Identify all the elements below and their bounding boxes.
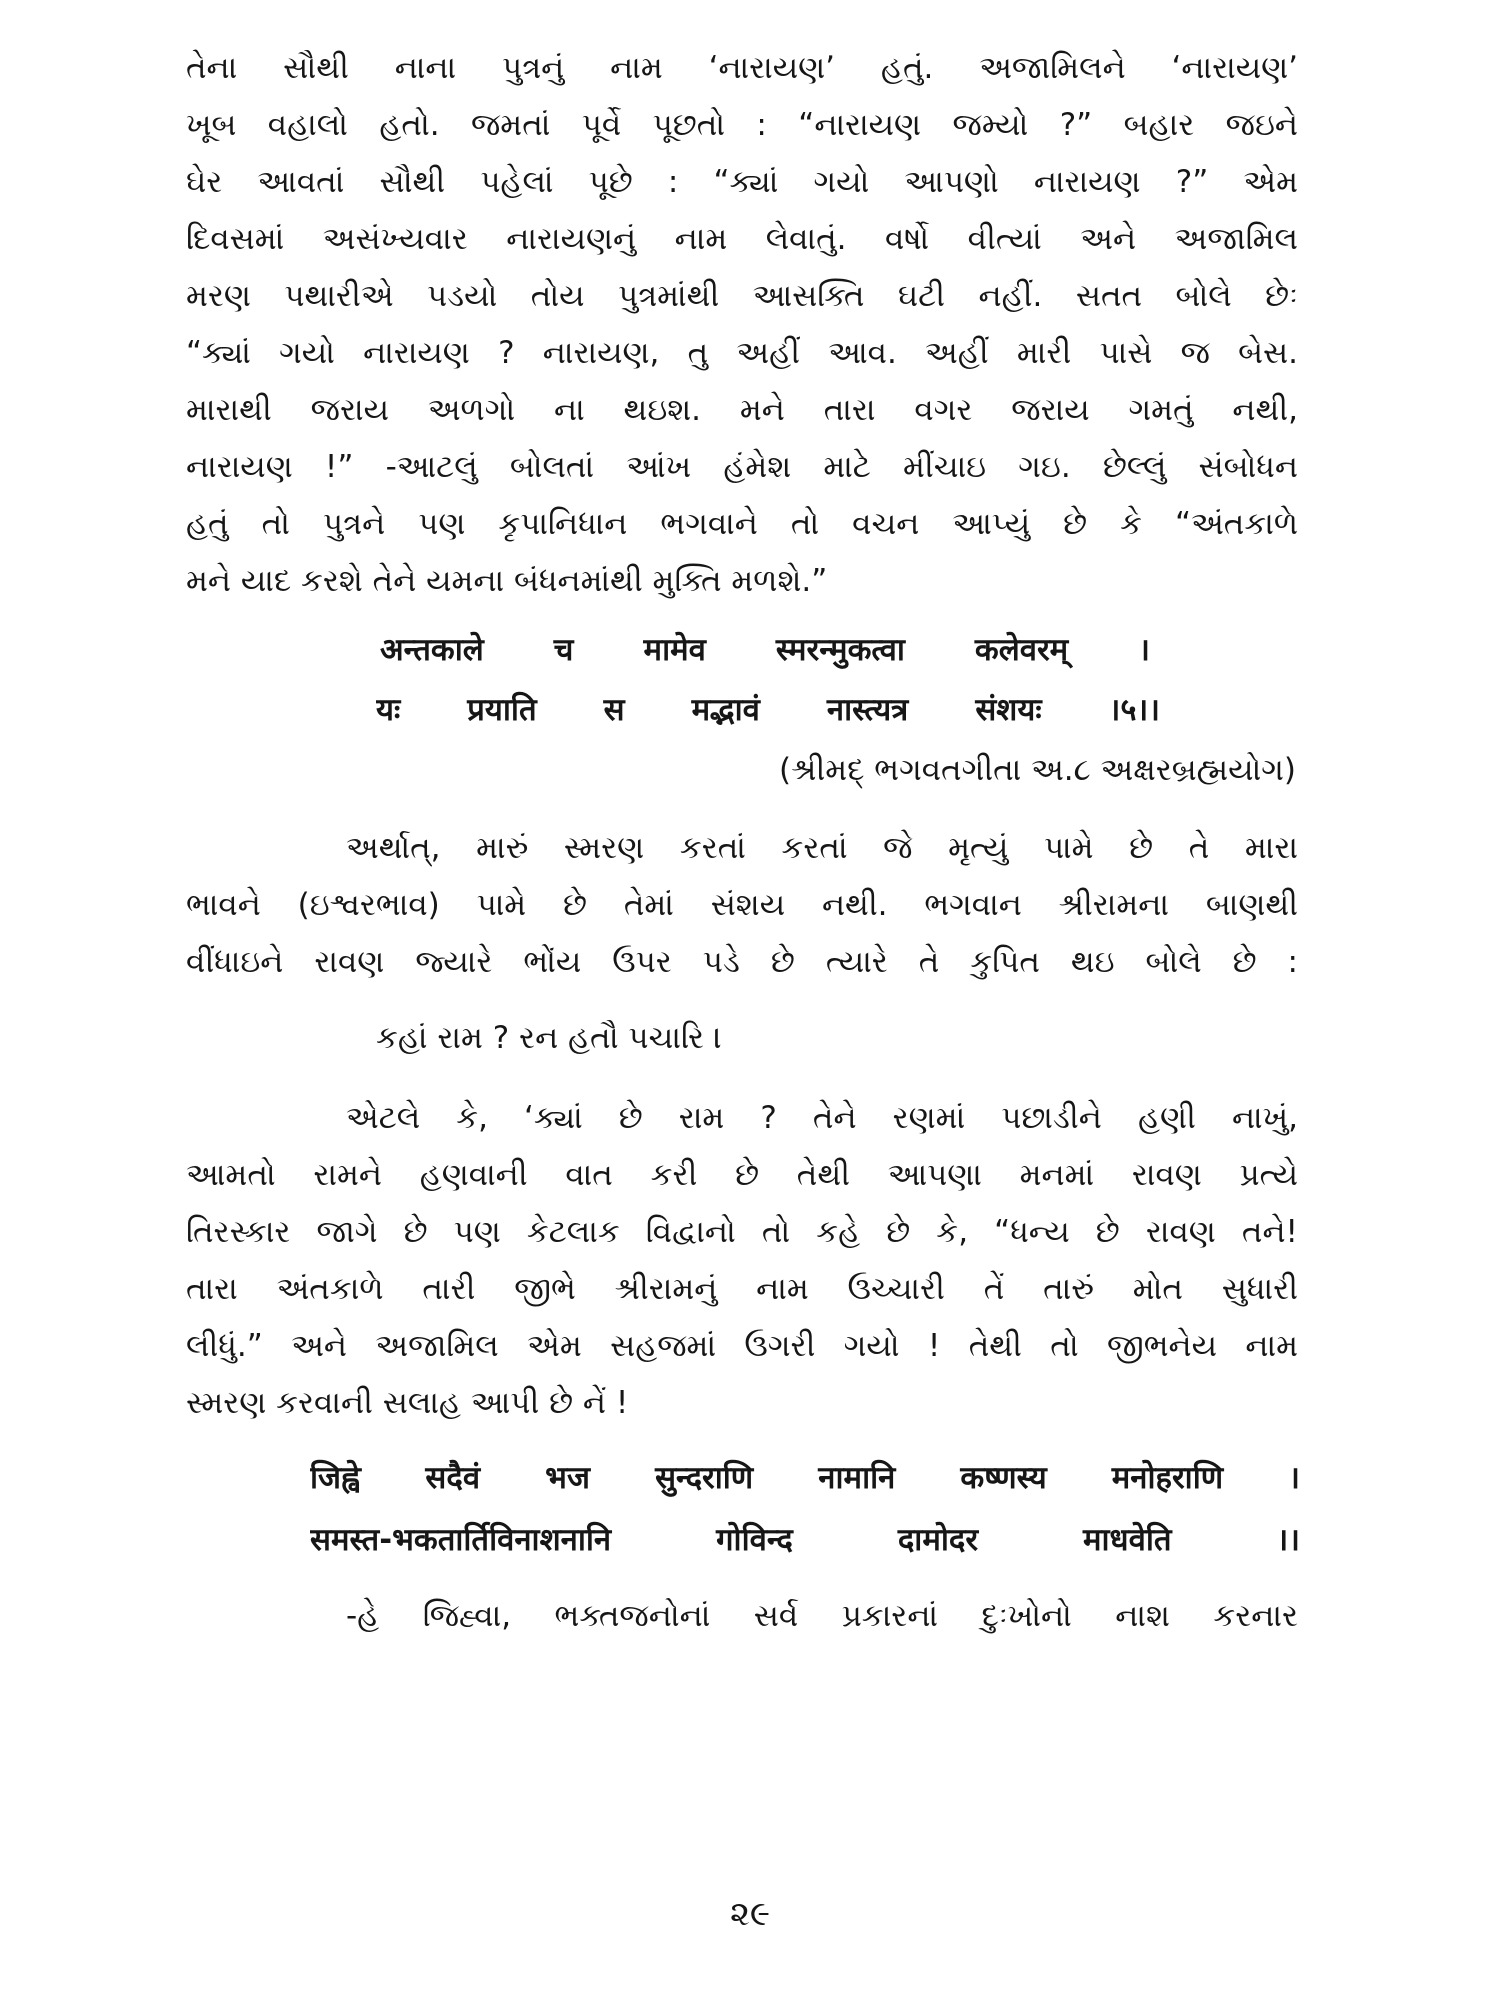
sanskrit-verse-line: यः प्रयाति स मद्भावं नास्त्यत्र संशयः ।५।। xyxy=(376,692,1160,728)
sanskrit-verse-line: समस्त-भकतार्तिविनाशनानि गोविन्द दामोदर माधवेति ।। xyxy=(310,1522,1300,1558)
text-line: દિવસમાં અસંખ્યવાર નારાયણનું નામ લેવાતું. વર્ષો વીત્યાં અને અજામિલ xyxy=(186,221,1298,257)
page-number: ૨૯ xyxy=(729,1894,771,1934)
text-line: મરણ પથારીએ પડયો તોય પુત્રમાંથી આસક્તિ ઘટી નહીં. સતત બોલે છેઃ xyxy=(186,278,1298,314)
text-line: વીંધાઇને રાવણ જ્યારે ભોંય ઉપર પડે છે ત્યારે તે કુપિત થઇ બોલે છે : xyxy=(186,944,1298,980)
sanskrit-verse-line: अन्तकाले च मामेव स्मरन्मुकत्वा कलेवरम् । xyxy=(380,632,1150,668)
verse-source: (શ્રીમદ્ ભગવતગીતા અ.૮ અક્ષરબ્રહ્મયોગ) xyxy=(778,752,1296,788)
text-line: -હે જિહ્વા, ભક્તજનોનાં સર્વ પ્રકારનાં દુઃખોનો નાશ કરનાર xyxy=(346,1598,1298,1634)
text-line: ભાવને (ઇશ્વરભાવ) પામે છે તેમાં સંશય નથી. ભગવાન શ્રીરામના બાણથી xyxy=(186,887,1298,923)
text-line: “ક્યાં ગયો નારાયણ ? નારાયણ, તુ અહીં આવ. અહીં મારી પાસે જ બેસ. xyxy=(186,335,1298,371)
verse-line: કહાં રામ ? રન હતૌ પચારિ । xyxy=(376,1020,723,1056)
text-line: નારાયણ !” -આટલું બોલતાં આંખ હંમેશ માટે મીંચાઇ ગઇ. છેલ્લું સંબોધન xyxy=(186,449,1298,485)
text-line: તિરસ્કાર જાગે છે પણ કેટલાક વિદ્વાનો તો કહે છે કે, “ધન્ય છે રાવણ તને! xyxy=(186,1214,1298,1250)
text-line: તેના સૌથી નાના પુત્રનું નામ ‘નારાયણ’ હતું. અજામિલને ‘નારાયણ’ xyxy=(186,50,1298,86)
text-line: ખૂબ વહાલો હતો. જમતાં પૂર્વે પૂછતો : “નારાયણ જમ્યો ?” બહાર જઇને xyxy=(186,107,1298,143)
text-line: અર્થાત્, મારું સ્મરણ કરતાં કરતાં જે મૃત્યું પામે છે તે મારા xyxy=(346,830,1298,866)
text-line: એટલે કે, ‘ક્યાં છે રામ ? તેને રણમાં પછાડીને હણી નાખું, xyxy=(346,1100,1298,1136)
text-line: લીધું.” અને અજામિલ એમ સહજમાં ઉગરી ગયો ! તેથી તો જીભનેય નામ xyxy=(186,1328,1298,1364)
text-line: મારાથી જરાય અળગો ના થઇશ. મને તારા વગર જરાય ગમતું નથી, xyxy=(186,392,1298,428)
text-line: હતું તો પુત્રને પણ કૃપાનિધાન ભગવાને તો વચન આપ્યું છે કે “અંતકાળે xyxy=(186,506,1298,542)
text-line: સ્મરણ કરવાની સલાહ આપી છે નેં ! xyxy=(186,1385,629,1421)
sanskrit-verse-line: जिह्वे सदैवं भज सुन्दराणि नामानि कष्णस्य मनोहराणि । xyxy=(310,1460,1300,1496)
text-line: આમતો રામને હણવાની વાત કરી છે તેથી આપણા મનમાં રાવણ પ્રત્યે xyxy=(186,1157,1298,1193)
text-line: મને યાદ કરશે તેને યમના બંધનમાંથી મુક્તિ મળશે.” xyxy=(186,563,828,599)
text-line: ઘેર આવતાં સૌથી પહેલાં પૂછે : “ક્યાં ગયો આપણો નારાયણ ?” એમ xyxy=(186,164,1298,200)
text-line: તારા અંતકાળે તારી જીભે શ્રીરામનું નામ ઉચ્ચારી તેં તારું મોત સુધારી xyxy=(186,1271,1298,1307)
